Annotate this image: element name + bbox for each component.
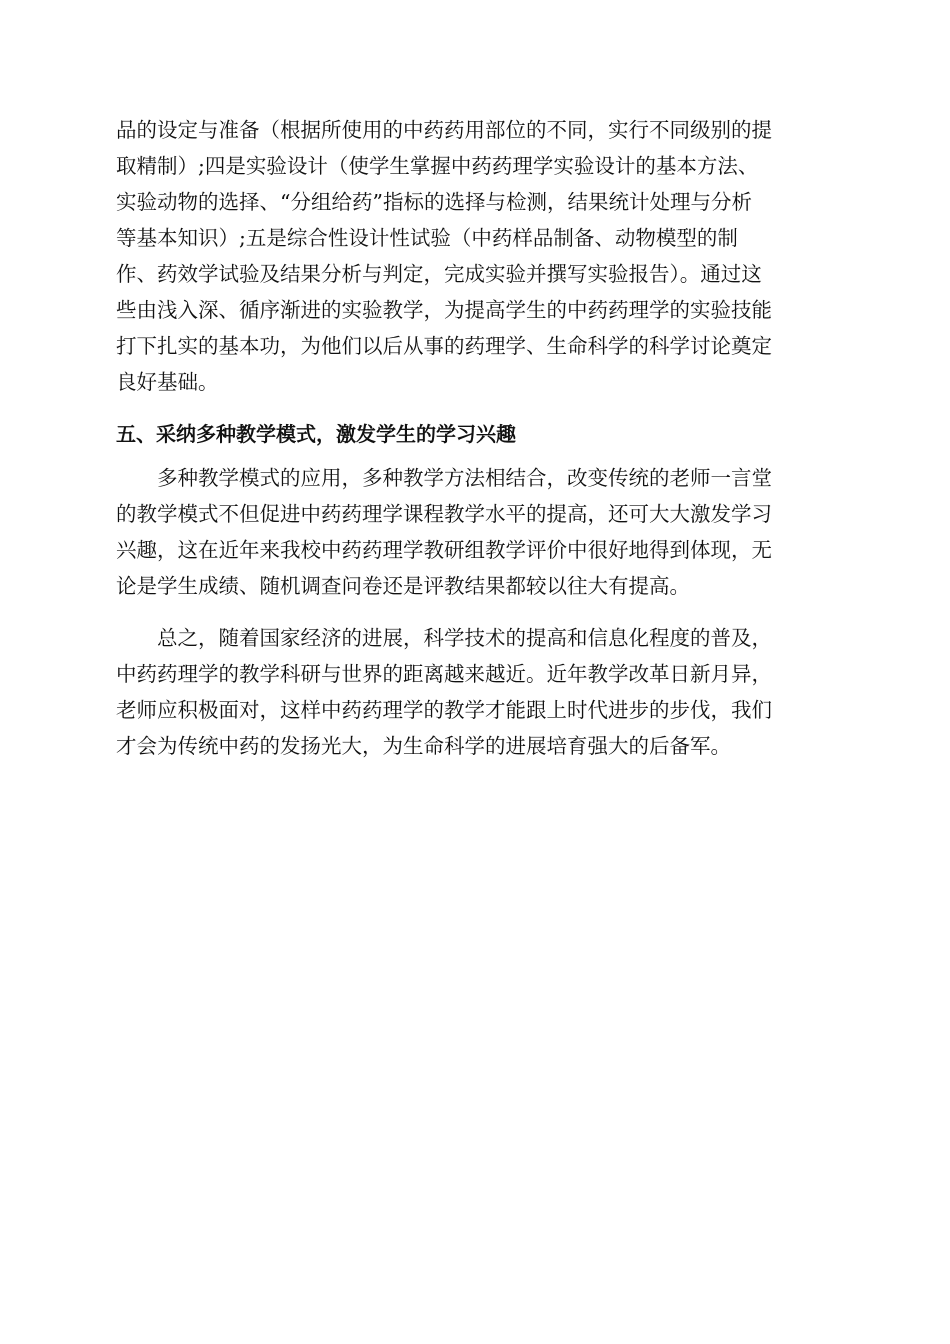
spacer	[116, 452, 832, 460]
text-line: 作、药效学试验及结果分析与判定，完成实验并撰写实验报告）。通过这	[116, 262, 762, 286]
text-line: 良好基础。	[116, 370, 219, 394]
section-heading	[116, 416, 832, 452]
document-page	[116, 112, 832, 764]
paragraph-continued	[116, 112, 832, 400]
text-line: 打下扎实的基本功，为他们以后从事的药理学、生命科学的科学讨论奠定	[116, 334, 772, 358]
paragraph-conclusion	[116, 620, 832, 764]
text-line: 些由浅入深、循序渐进的实验教学，为提高学生的中药药理学的实验技能	[116, 298, 772, 322]
text-line: 的教学模式不但促进中药药理学课程教学水平的提高，还可大大激发学习	[116, 502, 772, 526]
text-line: 多种教学模式的应用，多种教学方法相结合，改变传统的老师一言堂	[157, 466, 772, 490]
text-line: 论是学生成绩、随机调查问卷还是评教结果都较以往大有提高。	[116, 574, 690, 598]
text-line: 取精制）;四是实验设计（使学生掌握中药药理学实验设计的基本方法、	[116, 154, 759, 178]
text-line: 等基本知识）;五是综合性设计性试验（中药样品制备、动物模型的制	[116, 226, 738, 250]
text-line: 实验动物的选择、“分组给药”指标的选择与检测，结果统计处理与分析	[116, 190, 752, 214]
section-heading-text: 五、采纳多种教学模式，激发学生的学习兴趣	[116, 422, 516, 446]
text-line: 品的设定与准备（根据所使用的中药药用部位的不同，实行不同级别的提	[116, 118, 772, 142]
spacer	[116, 604, 832, 620]
text-line: 老师应积极面对，这样中药药理学的教学才能跟上时代进步的步伐，我们	[116, 698, 772, 722]
paragraph-teaching-modes	[116, 460, 832, 604]
text-line: 中药药理学的教学科研与世界的距离越来越近。近年教学改革日新月异，	[116, 662, 772, 686]
text-line: 才会为传统中药的发扬光大，为生命科学的进展培育强大的后备军。	[116, 734, 731, 758]
spacer	[116, 400, 832, 416]
text-line: 兴趣，这在近年来我校中药药理学教研组教学评价中很好地得到体现，无	[116, 538, 772, 562]
text-line: 总之，随着国家经济的进展，科学技术的提高和信息化程度的普及，	[157, 626, 772, 650]
